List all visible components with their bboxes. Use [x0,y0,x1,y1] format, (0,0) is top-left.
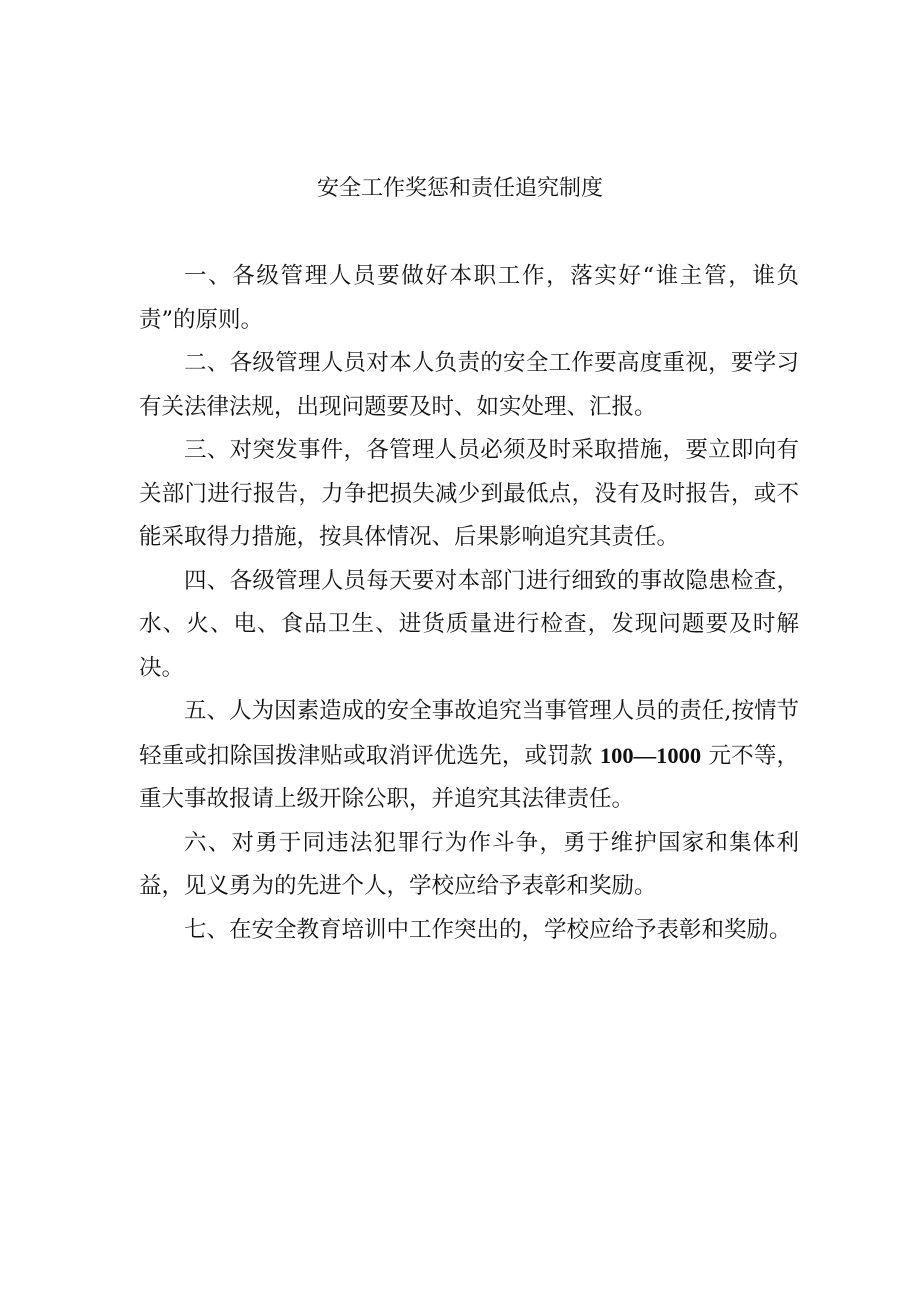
paragraph-3: 三、对突发事件，各管理人员必须及时采取措施，要立即向有关部门进行报告，力争把损失减少到最低点，没有及时报告，或不能采取得力措施，按具体情况、后果影响追究其责任。 [139,437,799,550]
document-title: 安全工作奖惩和责任追究制度 [316,176,603,201]
paragraph-7: 七、在安全教育培训中工作突出的，学校应给予表彰和奖励。 [184,916,792,943]
paragraph-2: 二、各级管理人员对本人负责的安全工作要高度重视，要学习有关法律法规，出现问题要及时、如实处理、汇报。 [139,350,799,420]
paragraph-6: 六、对勇于同违法犯罪行为作斗争，勇于维护国家和集体利益，见义勇为的先进个人，学校应给予表彰和奖励。 [139,829,799,899]
paragraph-4: 四、各级管理人员每天要对本部门进行细致的事故隐患检查，水、火、电、食品卫生、进货质量进行检查，发现问题要及时解决。 [139,567,799,681]
paragraph-5 [139,690,799,822]
fine-amount: 100—1000 [599,742,702,768]
paragraph-1: 一、各级管理人员要做好本职工作，落实好“谁主管，谁负责”的原则。 [139,263,799,333]
document-body [139,255,799,952]
paragraph-5-before: 五、人为因素造成的安全事故追究当事管理人员的责任,按情节轻重或扣除国拨津贴或取消评优选先，或罚款 [139,698,799,769]
paragraph-5-after: 元不等，重大事故报请上级开除公职，并追究其法律责任。 [139,742,800,812]
